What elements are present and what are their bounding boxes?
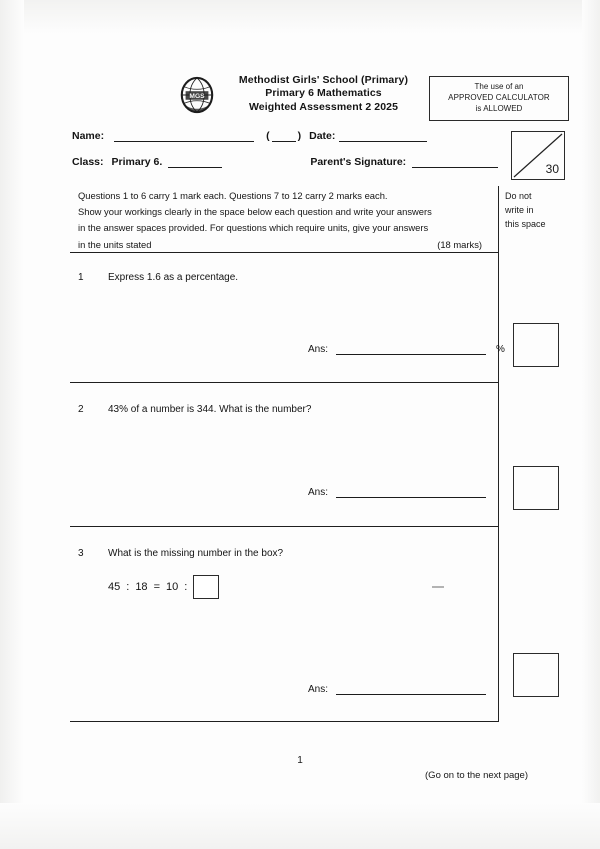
question-2 [78, 404, 478, 415]
class-prefix: Primary 6. [111, 156, 163, 168]
total-marks-box [511, 131, 565, 180]
index-open-paren: ( [266, 130, 270, 142]
calculator-notice-line2: APPROVED CALCULATOR [448, 92, 550, 102]
answer-row-q2 [308, 486, 496, 498]
expr-term-a: 45 [108, 581, 121, 593]
separator-q1 [70, 382, 498, 383]
expr-separator-2: : [184, 581, 188, 593]
instructions-line1: Questions 1 to 6 carry 1 mark each. Questions 7 to 12 carry 2 marks each. [78, 190, 388, 201]
continuation-note: (Go on to the next page) [425, 770, 528, 781]
expr-term-b: 18 [135, 581, 148, 593]
subject-line: Primary 6 Mathematics [265, 87, 382, 100]
question-1 [78, 272, 478, 283]
crest-monogram: MGS [189, 93, 205, 101]
answer-unit-q1: % [496, 344, 505, 355]
school-titles [224, 74, 423, 114]
answer-input-q2[interactable] [336, 486, 486, 498]
calculator-notice-line1: The use of an [474, 82, 524, 91]
do-not-write-line2: write in [505, 204, 534, 215]
instructions-line2: Show your workings clearly in the space below each question and write your answers [78, 206, 432, 218]
expr-equals-sign: = [153, 581, 160, 593]
answer-label-q3: Ans: [308, 684, 329, 695]
question-1-head [78, 272, 478, 283]
paper-header [178, 74, 423, 115]
page-number: 1 [297, 755, 303, 766]
index-input[interactable] [272, 130, 296, 142]
school-name: Methodist Girls' School (Primary) [238, 74, 409, 86]
total-marks-label: (18 marks) [437, 238, 482, 250]
question-3-number: 3 [78, 548, 84, 559]
school-crest-icon [178, 75, 216, 115]
class-input[interactable] [168, 156, 222, 168]
instructions-line3: in the answer spaces provided. For questions which require units, give your answers [78, 222, 429, 234]
question-1-number: 1 [78, 272, 84, 283]
do-not-write-line3: this space [505, 218, 546, 229]
index-close-paren: ) [297, 130, 302, 142]
expr-separator-1: : [126, 581, 130, 593]
answer-label-q1: Ans: [308, 344, 329, 355]
class-label: Class: [72, 156, 104, 168]
question-2-text: 43% of a number is 344. What is the number? [108, 404, 312, 415]
do-not-write-line1: Do not [505, 191, 532, 201]
name-row [72, 130, 492, 142]
question-1-text: Express 1.6 as a percentage. [108, 272, 239, 283]
answer-row-q3 [308, 683, 496, 695]
calculator-notice-line3: is ALLOWED [475, 103, 523, 113]
name-input[interactable] [114, 130, 254, 142]
parent-signature-input[interactable] [412, 156, 498, 168]
margin-divider [498, 186, 499, 722]
instructions-block [78, 188, 482, 253]
date-label: Date: [309, 130, 336, 142]
calculator-notice-box [429, 76, 569, 121]
answer-row-q1 [308, 343, 505, 355]
separator-q2 [70, 526, 498, 527]
scan-edge-bottom [0, 803, 600, 849]
question-3-expression [108, 575, 478, 599]
candidate-fields [72, 130, 492, 182]
instructions-line4: in the units stated [78, 238, 152, 250]
answer-input-q3[interactable] [336, 683, 486, 695]
instructions-line4-row [78, 237, 482, 253]
class-row [72, 156, 492, 168]
question-2-head [78, 404, 478, 415]
question-3-head [78, 548, 478, 559]
question-3 [78, 548, 478, 599]
parent-signature-label: Parent's Signature: [310, 156, 407, 168]
mark-box-q1[interactable] [513, 323, 559, 367]
answer-label-q2: Ans: [308, 487, 329, 498]
expr-missing-number-box[interactable] [193, 575, 219, 599]
do-not-write-notice [505, 190, 577, 232]
expr-term-c: 10 [166, 581, 179, 593]
answer-input-q1[interactable] [336, 343, 486, 355]
scan-smudge-artifact [432, 586, 444, 588]
total-marks-value: 30 [545, 162, 559, 176]
date-input[interactable] [339, 130, 427, 142]
question-3-text: What is the missing number in the box? [108, 548, 284, 559]
mark-box-q2[interactable] [513, 466, 559, 510]
question-2-number: 2 [78, 404, 84, 415]
name-label: Name: [72, 130, 105, 142]
separator-q3 [70, 721, 498, 722]
separator-instructions [70, 252, 498, 253]
scan-edge-left [0, 0, 24, 849]
mark-box-q3[interactable] [513, 653, 559, 697]
scan-edge-right [582, 0, 600, 849]
assessment-line: Weighted Assessment 2 2025 [248, 100, 399, 113]
scan-edge-top [0, 0, 600, 34]
